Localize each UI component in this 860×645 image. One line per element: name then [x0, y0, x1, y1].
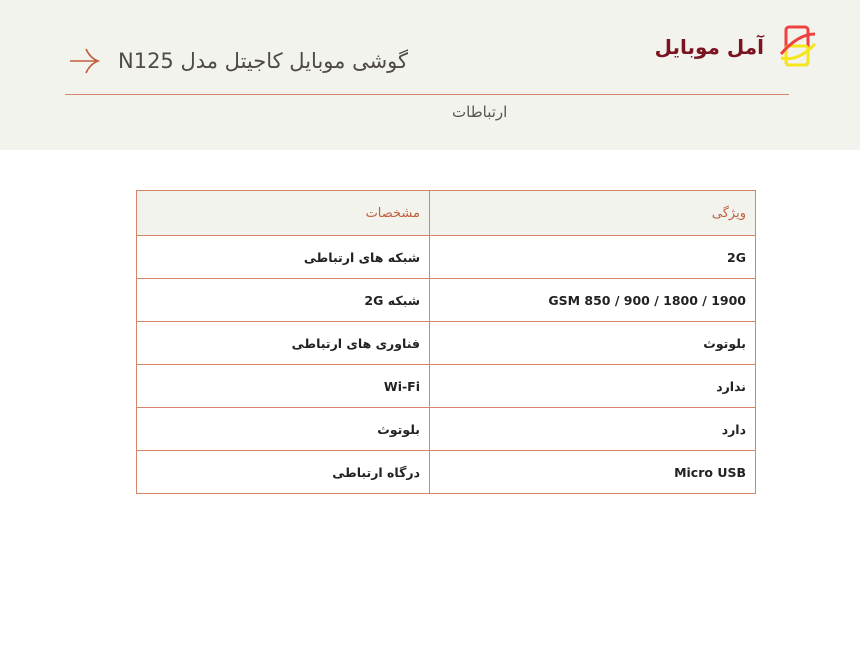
spec-cell: شبکه های ارتباطی — [137, 236, 430, 279]
spec-cell: فناوری های ارتباطی — [137, 322, 430, 365]
feature-cell: 2G — [430, 236, 756, 279]
header-divider — [65, 94, 789, 95]
table-row — [137, 236, 756, 279]
feature-cell: Micro USB — [430, 451, 756, 494]
table-header-row — [137, 191, 756, 236]
specs-table — [136, 190, 756, 494]
table-row — [137, 408, 756, 451]
spec-cell: بلوتوث — [137, 408, 430, 451]
feature-cell: GSM 850 / 900 / 1800 / 1900 — [430, 279, 756, 322]
feature-cell: دارد — [430, 408, 756, 451]
column-header-specs: مشخصات — [137, 191, 430, 236]
arrow-right-icon[interactable] — [68, 46, 100, 76]
spec-cell: شبکه 2G — [137, 279, 430, 322]
spec-cell: Wi-Fi — [137, 365, 430, 408]
spec-cell: درگاه ارتباطی — [137, 451, 430, 494]
page-header — [0, 0, 860, 150]
table-row — [137, 279, 756, 322]
feature-cell: بلوتوث — [430, 322, 756, 365]
table-row — [137, 365, 756, 408]
phone-logo-icon — [778, 24, 818, 70]
table-row — [137, 322, 756, 365]
brand-name: آمل موبایل — [654, 35, 764, 59]
feature-cell: ندارد — [430, 365, 756, 408]
section-title: ارتباطات — [452, 103, 508, 121]
brand-logo[interactable] — [655, 24, 818, 70]
column-header-feature: ویژگی — [430, 191, 756, 236]
table-row — [137, 451, 756, 494]
page-title: گوشی موبایل کاجیتل مدل N125 — [118, 49, 409, 73]
